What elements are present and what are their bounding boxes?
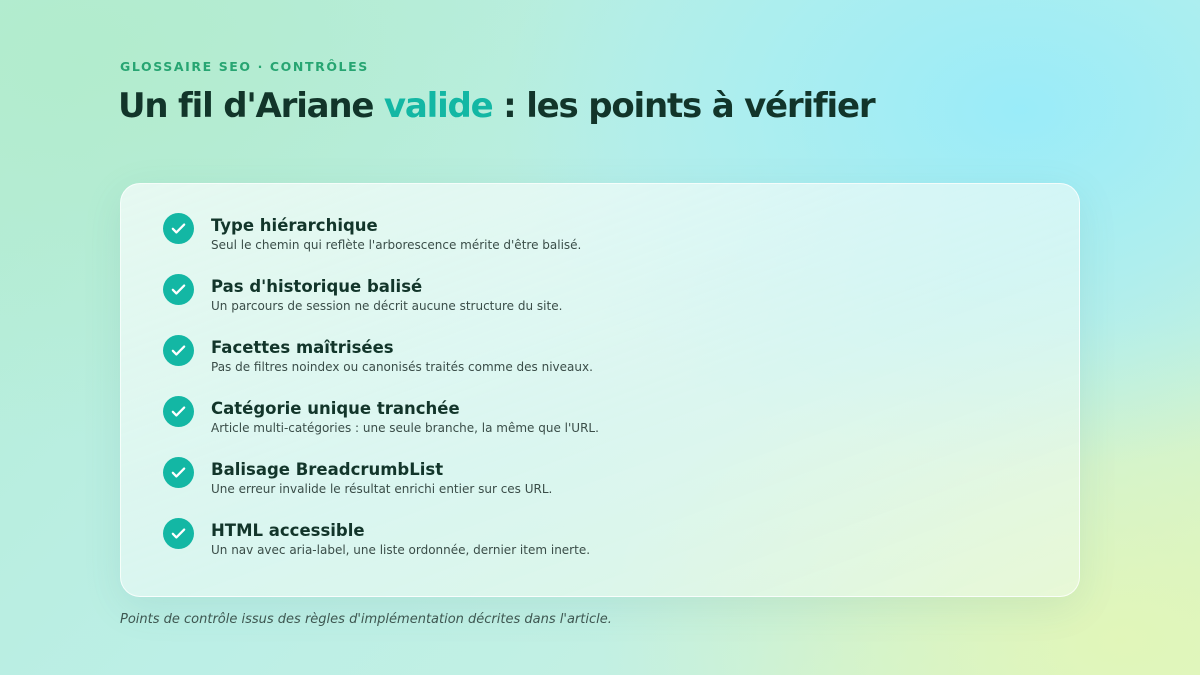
- eyebrow-label: GLOSSAIRE SEO · CONTRÔLES: [120, 59, 369, 74]
- checklist-item-description: Pas de filtres noindex ou canonisés traités comme des niveaux.: [211, 360, 593, 374]
- checklist-item-description: Article multi-catégories : une seule branche, la même que l'URL.: [211, 421, 599, 435]
- checklist-item-description: Seul le chemin qui reflète l'arborescence mérite d'être balisé.: [211, 238, 582, 252]
- check-circle-icon: [163, 274, 194, 305]
- checklist-item-title: Pas d'historique balisé: [211, 277, 423, 296]
- checklist-item-title: Catégorie unique tranchée: [211, 399, 460, 418]
- checklist-item: [163, 456, 599, 517]
- checklist-item: [163, 212, 599, 273]
- checklist: [163, 212, 599, 578]
- checklist-item-description: Une erreur invalide le résultat enrichi entier sur ces URL.: [211, 482, 553, 496]
- check-circle-icon: [163, 213, 194, 244]
- checklist-item: [163, 395, 599, 456]
- checklist-item-description: Un nav avec aria-label, une liste ordonnée, dernier item inerte.: [211, 543, 591, 557]
- checklist-item: [163, 334, 599, 395]
- check-circle-icon: [163, 335, 194, 366]
- checklist-item-title: Facettes maîtrisées: [211, 338, 394, 357]
- source-footnote: Points de contrôle issus des règles d'implémentation décrites dans l'article.: [120, 612, 612, 627]
- checklist-item-description: Un parcours de session ne décrit aucune structure du site.: [211, 299, 563, 313]
- checklist-item-title: Type hiérarchique: [211, 216, 378, 235]
- checklist-item-title: HTML accessible: [211, 521, 365, 540]
- page-title-start: Un fil d'Ariane: [118, 86, 384, 126]
- page-title-accent: valide: [383, 86, 493, 126]
- checklist-card: [120, 183, 1080, 597]
- check-circle-icon: [163, 518, 194, 549]
- page-title: [118, 86, 874, 126]
- checklist-item-title: Balisage BreadcrumbList: [211, 460, 444, 479]
- checklist-item: [163, 517, 599, 578]
- check-circle-icon: [163, 396, 194, 427]
- page-title-end: : les points à vérifier: [492, 86, 875, 126]
- check-circle-icon: [163, 457, 194, 488]
- checklist-item: [163, 273, 599, 334]
